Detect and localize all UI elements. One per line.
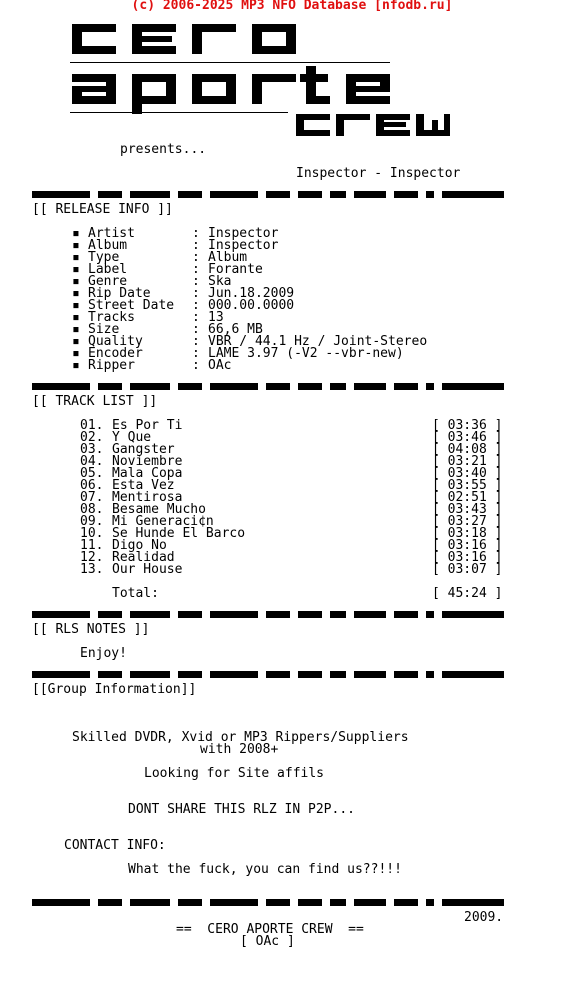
cero-aporte-crew-logo	[70, 18, 450, 140]
total-time: [ 45:24 ]	[432, 586, 503, 601]
release-info-separator: :	[192, 286, 200, 301]
track-number: 05.	[80, 466, 104, 481]
bullet-icon: ▪	[72, 310, 80, 325]
track-duration-value: 03:40	[447, 466, 487, 481]
divider-rule	[32, 671, 504, 678]
bullet-icon: ▪	[72, 226, 80, 241]
group-info-heading: [[Group Information]]	[32, 682, 197, 697]
track-duration-value: 04:08	[447, 442, 487, 457]
release-info-key: Label	[88, 262, 128, 277]
track-duration-value: 03:27	[447, 514, 487, 529]
nfo-database-credit: (c) 2006-2025 MP3 NFO Database [nfodb.ru]	[131, 0, 453, 13]
release-info-separator: :	[192, 262, 200, 277]
release-info-value: Inspector	[208, 226, 279, 241]
track-duration-value: 03:16	[447, 550, 487, 565]
track-number: 07.	[80, 490, 104, 505]
track-number: 13.	[80, 562, 104, 577]
rls-notes-heading: [[ RLS NOTES ]]	[32, 622, 150, 637]
footer-tag: [ OAc ]	[240, 934, 295, 949]
track-duration: [ 03:16 ]	[432, 550, 503, 565]
track-duration: [ 03:16 ]	[432, 538, 503, 553]
release-info-value: Ska	[208, 274, 232, 289]
release-info-value: Forante	[208, 262, 263, 277]
divider-rule	[32, 611, 504, 618]
track-duration-value: 03:07	[447, 562, 487, 577]
release-info-separator: :	[192, 322, 200, 337]
bullet-icon: ▪	[72, 238, 80, 253]
track-list-heading: [[ TRACK LIST ]]	[32, 394, 158, 409]
no-p2p-warning: DONT SHARE THIS RLZ IN P2P...	[128, 802, 355, 817]
contact-label: CONTACT INFO:	[64, 838, 166, 853]
track-number: 11.	[80, 538, 104, 553]
release-info-value: Album	[208, 250, 248, 265]
release-info-separator: :	[192, 250, 200, 265]
release-info-heading: [[ RELEASE INFO ]]	[32, 202, 173, 217]
track-title: Our House	[112, 562, 183, 577]
group-since: with 2008+	[200, 742, 279, 757]
total-time-value: 45:24	[447, 586, 487, 601]
track-number: 08.	[80, 502, 104, 517]
release-info-key: Quality	[88, 334, 143, 349]
bullet-icon: ▪	[72, 298, 80, 313]
track-duration: [ 03:27 ]	[432, 514, 503, 529]
track-duration: [ 03:18 ]	[432, 526, 503, 541]
track-title: Y Que	[112, 430, 152, 445]
release-info-key: Size	[88, 322, 120, 337]
group-description: Skilled DVDR, Xvid or MP3 Rippers/Suppliers	[72, 730, 409, 745]
bullet-icon: ▪	[72, 322, 80, 337]
track-duration: [ 03:21 ]	[432, 454, 503, 469]
release-info-value: 66,6 MB	[208, 322, 263, 337]
release-info-key: Encoder	[88, 346, 143, 361]
total-label: Total:	[112, 586, 159, 601]
track-duration: [ 03:46 ]	[432, 430, 503, 445]
release-info-key: Genre	[88, 274, 128, 289]
release-info-separator: :	[192, 358, 200, 373]
release-info-value: 000.00.0000	[208, 298, 295, 313]
footer-year: 2009.	[464, 910, 504, 925]
release-info-key: Ripper	[88, 358, 135, 373]
track-number: 12.	[80, 550, 104, 565]
release-info-key: Rip Date	[88, 286, 151, 301]
release-info-key: Album	[88, 238, 128, 253]
track-number: 09.	[80, 514, 104, 529]
track-title: Esta Vez	[112, 478, 175, 493]
release-info-key: Tracks	[88, 310, 135, 325]
divider-rule	[32, 191, 504, 198]
bullet-icon: ▪	[72, 286, 80, 301]
track-number: 03.	[80, 442, 104, 457]
track-number: 01.	[80, 418, 104, 433]
track-duration-value: 03:46	[447, 430, 487, 445]
track-duration: [ 03:36 ]	[432, 418, 503, 433]
release-info-value: VBR / 44.1 Hz / Joint-Stereo	[208, 334, 428, 349]
release-info-key: Artist	[88, 226, 135, 241]
release-info-value: 13	[208, 310, 224, 325]
contact-text: What the fuck, you can find us??!!!	[128, 862, 402, 877]
track-duration: [ 03:43 ]	[432, 502, 503, 517]
track-duration: [ 04:08 ]	[432, 442, 503, 457]
track-duration-value: 03:16	[447, 538, 487, 553]
track-duration-value: 03:21	[447, 454, 487, 469]
track-duration: [ 03:40 ]	[432, 466, 503, 481]
release-info-separator: :	[192, 310, 200, 325]
release-info-value: OAc	[208, 358, 232, 373]
bullet-icon: ▪	[72, 346, 80, 361]
release-info-separator: :	[192, 346, 200, 361]
track-title: Mala Copa	[112, 466, 183, 481]
track-title: Realidad	[112, 550, 175, 565]
track-title: Se Hunde El Barco	[112, 526, 246, 541]
release-info-value: Jun.18.2009	[208, 286, 295, 301]
release-info-separator: :	[192, 298, 200, 313]
track-title: Mentirosa	[112, 490, 183, 505]
track-number: 06.	[80, 478, 104, 493]
presents-text: presents...	[120, 142, 207, 157]
track-title: Gangster	[112, 442, 175, 457]
rls-notes-text: Enjoy!	[80, 646, 127, 661]
track-duration: [ 03:07 ]	[432, 562, 503, 577]
release-info-separator: :	[192, 274, 200, 289]
bullet-icon: ▪	[72, 250, 80, 265]
track-title: Es Por Ti	[112, 418, 183, 433]
track-title: Digo No	[112, 538, 167, 553]
track-duration-value: 03:18	[447, 526, 487, 541]
track-duration-value: 03:43	[447, 502, 487, 517]
track-duration-value: 03:55	[447, 478, 487, 493]
track-duration-value: 02:51	[447, 490, 487, 505]
track-title: Besame Mucho	[112, 502, 206, 517]
release-info-key: Street Date	[88, 298, 175, 313]
release-info-value: LAME 3.97 (-V2 --vbr-new)	[208, 346, 404, 361]
release-info-key: Type	[88, 250, 120, 265]
release-info-separator: :	[192, 334, 200, 349]
track-number: 10.	[80, 526, 104, 541]
track-duration: [ 03:55 ]	[432, 478, 503, 493]
bullet-icon: ▪	[72, 358, 80, 373]
divider-rule	[32, 383, 504, 390]
bullet-icon: ▪	[72, 334, 80, 349]
track-duration-value: 03:36	[447, 418, 487, 433]
release-info-separator: :	[192, 238, 200, 253]
footer-crew-name: == CERO APORTE CREW ==	[176, 922, 364, 937]
track-number: 04.	[80, 454, 104, 469]
divider-rule	[32, 899, 504, 906]
release-info-separator: :	[192, 226, 200, 241]
track-duration: [ 02:51 ]	[432, 490, 503, 505]
release-title: Inspector - Inspector	[296, 166, 461, 181]
release-info-value: Inspector	[208, 238, 279, 253]
track-number: 02.	[80, 430, 104, 445]
site-affils-text: Looking for Site affils	[144, 766, 325, 781]
bullet-icon: ▪	[72, 262, 80, 277]
bullet-icon: ▪	[72, 274, 80, 289]
track-title: Noviembre	[112, 454, 183, 469]
track-title: Mi Generaci¢n	[112, 514, 214, 529]
